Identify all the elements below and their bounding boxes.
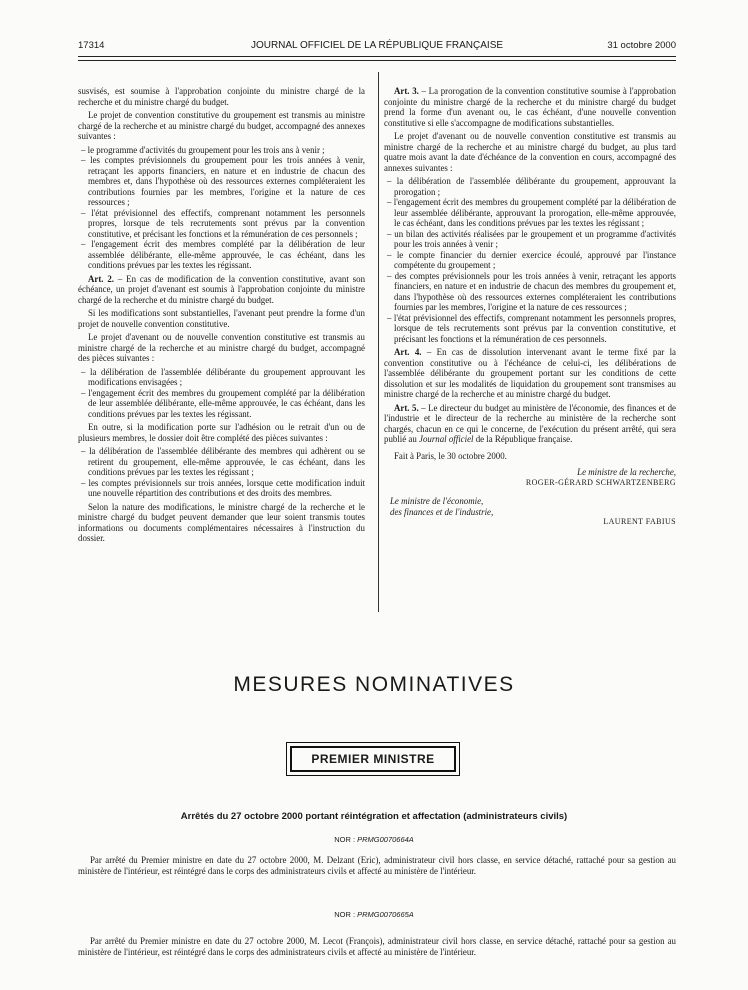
list-item: – les comptes prévisionnels du groupement pour les trois années à venir, retraçant les apports financiers, en nature et en industrie de chacun des membres et, dans l'hypothèse où des ressources externes compléteraient les contributions fournies par les membres, l'origine et la nature de ces ressources ;	[81, 155, 365, 207]
paragraph: Selon la nature des modifications, le ministre chargé de la recherche et le ministre chargé du budget peuvent demander que leur soient transmis toutes informations ou documents complémentaires nécessaires à l'instruction du dossier.	[78, 501, 365, 543]
annex-list	[384, 176, 676, 344]
article-2	[78, 274, 365, 306]
article-label: Art. 3.	[394, 86, 419, 96]
list-item: – l'engagement écrit des membres du groupement complété par la délibération de leur assemblée délibérante, approuvant la prorogation, elle-même approuvée, le cas échéant, dans les conditions prévues par les textes les régissant ;	[387, 197, 676, 228]
ministry-box	[286, 742, 460, 776]
list-item: – l'état prévisionnel des effectifs, comprenant notamment les personnels propres, lorsque de tels recrutements sont prévus par la convention constitutive, et précisant les fonctions et la rémunération de ces personnels ;	[81, 207, 365, 239]
list-item: – le programme d'activités du groupement pour les trois ans à venir ;	[81, 144, 325, 155]
article-label: Art. 5.	[394, 402, 419, 413]
paragraph: En outre, si la modification porte sur l'adhésion ou le retrait d'un ou de plusieurs membres, le dossier doit être complété des pièces suivantes :	[78, 422, 365, 443]
paragraph: Le projet d'avenant ou de nouvelle convention constitutive est transmis au ministre chargé de la recherche et au ministre chargé du budget, accompagné des pièces suivantes :	[78, 332, 365, 363]
nor-reference	[0, 835, 748, 844]
signature-title: Le ministre de la recherche,	[577, 467, 676, 477]
paragraph: Le projet d'avenant ou de nouvelle convention constitutive est transmis au ministre chargé de la recherche et au ministre chargé du budget, au plus tard quatre mois avant la date d'échéance de la convention en cours, accompagné des annexes suivantes :	[384, 131, 676, 173]
article-text: – Le directeur du budget au ministère de l'économie, des finances et de l'industrie et le directeur de la recherche au ministère de la recherche sont chargés, chacun en ce qui le concerne, de l'exécution du présent arrêté, qui sera publié au	[384, 402, 676, 444]
pieces-list	[78, 367, 365, 420]
signature-title: Le ministre de l'économie,	[390, 496, 484, 506]
article-text: de la République française.	[473, 434, 573, 444]
signatory-name: ROGER-GÉRARD SCHWARTZENBERG	[525, 477, 676, 487]
nor-reference	[0, 910, 748, 919]
page-number: 17314	[78, 40, 105, 51]
entry-paragraph: Par arrêté du Premier ministre en date du 27 octobre 2000, M. Delzant (Eric), administrateur civil hors classe, en service détaché, rattaché pour sa gestion au ministère de l'intérieur, est réintégré dans le corps des administrateurs civils et affecté au ministère de l'intérieur.	[78, 855, 676, 876]
list-item: – l'engagement écrit des membres du groupement complété par la délibération de leur assemblée délibérante, elle-même approuvée, le cas échéant, dans les conditions prévues par les textes les régissant.	[81, 387, 365, 419]
nor-label: NOR :	[334, 910, 358, 919]
article-label: Art. 4.	[394, 347, 422, 357]
list-item: – la délibération de l'assemblée délibérante du groupement, approuvant la prorogation ;	[387, 176, 676, 197]
journal-reference: Journal officiel	[419, 434, 474, 444]
right-column	[384, 86, 676, 528]
list-item: – le compte financier du dernier exercice écoulé, approuvé par l'instance compétente du groupement ;	[387, 249, 676, 270]
article-5	[384, 403, 676, 445]
column-divider	[378, 72, 379, 612]
list-item: – les comptes prévisionnels sur trois années, lorsque cette modification induit une nouvelle répartition des contributions et des droits des membres.	[81, 477, 365, 498]
list-item: – la délibération de l'assemblée délibérante du groupement approuvant les modifications envisagées ;	[81, 366, 365, 387]
article-text: – La prorogation de la convention constitutive soumise à l'approbation conjointe du ministre chargé de la recherche et du ministre chargé du budget prend la forme d'un avenant ou, le cas échéant, d'une nouvelle convention constitutive si elle s'accompagne de modifications substantielles.	[384, 86, 676, 128]
entry-paragraph: Par arrêté du Premier ministre en date du 27 octobre 2000, M. Lecot (François), administrateur civil hors classe, en service détaché, rattaché pour sa gestion au ministère de l'intérieur, est réintégré dans le corps des administrateurs civils et affecté au ministère de l'intérieur.	[78, 936, 676, 957]
left-column	[78, 86, 365, 547]
list-item: – l'engagement écrit des membres complété par la délibération de leur assemblée délibérante, elle-même approuvée, le cas échéant, dans les conditions prévues par les textes les régissant.	[81, 239, 365, 270]
list-item: – la délibération de l'assemblée délibérante des membres qui adhèrent ou se retirent du groupement, elle-même approuvée, le cas échéant, dans les conditions prévues par les textes les régissant ;	[81, 446, 365, 477]
annex-list	[78, 145, 365, 271]
list-item: – un bilan des activités réalisées par le groupement et un programme d'activités pour les trois années à venir ;	[387, 228, 676, 249]
arretes-title: Arrêtés du 27 octobre 2000 portant réintégration et affectation (administrateurs civils)	[180, 811, 568, 822]
article-text: – En cas de modification de la convention constitutive, avant son échéance, un projet d'avenant est soumis à l'approbation conjointe du ministre chargé de la recherche et du ministre chargé du budget.	[78, 273, 366, 305]
nor-code: PRMG0070664A	[357, 835, 414, 844]
section-title: MESURES NOMINATIVES	[233, 673, 515, 696]
header-rule-secondary	[78, 60, 676, 61]
article-3	[384, 86, 676, 128]
ministry-label: PREMIER MINISTRE	[290, 746, 456, 772]
paragraph: Le projet de convention constitutive du groupement est transmis au ministre chargé de la recherche et au ministre chargé du budget, accompagné des annexes suivantes :	[78, 110, 365, 141]
journal-title: JOURNAL OFFICIEL DE LA RÉPUBLIQUE FRANÇAISE	[250, 40, 504, 51]
article-label: Art. 2.	[88, 273, 115, 284]
paragraph: Si les modifications sont substantielles, l'avenant peut prendre la forme d'un projet de nouvelle convention constitutive.	[78, 308, 365, 329]
pieces-list	[78, 446, 365, 499]
signature-title: des finances et de l'industrie,	[390, 506, 494, 517]
article-text: – En cas de dissolution intervenant avant le terme fixé par la convention constitutive ou à l'échéance de celui-ci, les délibérations de l'assemblée délibérante du groupement portant sur les conditions de cette dissolution et sur les modalités de liquidation du groupement sont transmises au ministre chargé de la recherche et au ministre chargé du budget.	[384, 347, 676, 399]
paragraph: susvisés, est soumise à l'approbation conjointe du ministre chargé de la recherche et du ministre chargé du budget.	[78, 86, 365, 107]
signature-place-date: Fait à Paris, le 30 octobre 2000.	[394, 450, 507, 461]
page-header	[78, 40, 676, 54]
article-4	[384, 347, 676, 400]
list-item: – l'état prévisionnel des effectifs, comprenant notamment les personnels propres, lorsque de tels recrutements sont prévus par la convention constitutive, et précisant les fonctions et la rémunération de ces personnels.	[387, 312, 676, 344]
header-rule	[78, 56, 676, 57]
nor-label: NOR :	[334, 835, 358, 844]
issue-date: 31 octobre 2000	[607, 40, 676, 51]
list-item: – des comptes prévisionnels pour les trois années à venir, retraçant les apports financiers, en nature et en industrie de chacun des membres du groupement et, dans l'hypothèse où des ressources externes compléteraient les contributions fournies par les membres, l'origine et la nature de ces ressources ;	[387, 270, 676, 312]
signatory-name: LAURENT FABIUS	[603, 517, 676, 526]
nor-code: PRMG0070665A	[357, 910, 414, 919]
